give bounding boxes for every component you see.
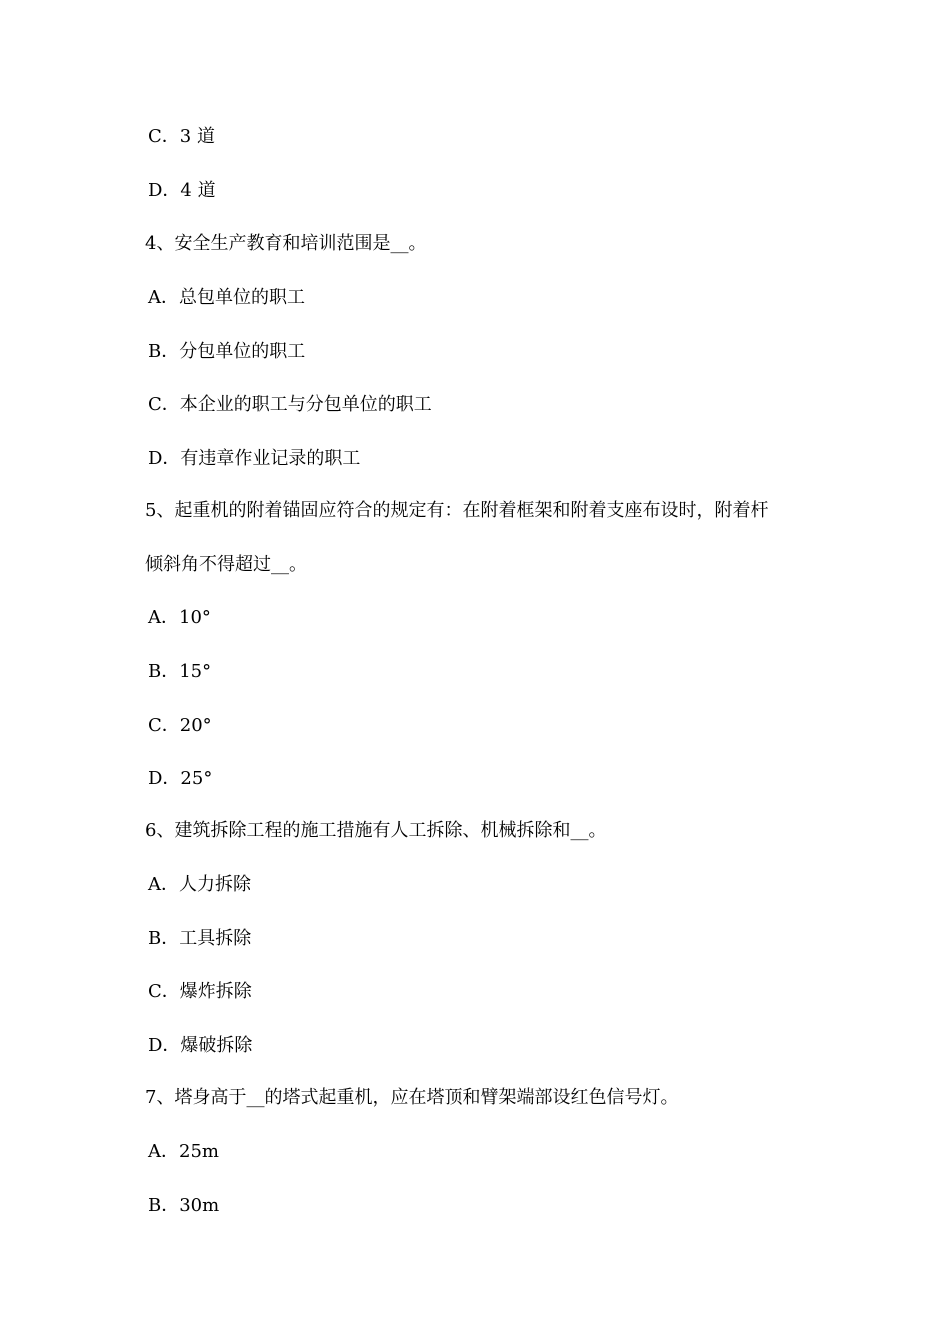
option-d-q5: D．25° xyxy=(148,768,213,789)
option-a-q4: A．总包单位的职工 xyxy=(148,287,305,308)
option-b-q4: B．分包单位的职工 xyxy=(148,341,306,362)
option-c-q6: C．爆炸拆除 xyxy=(148,981,252,1002)
option-c-q3: C．3 道 xyxy=(148,126,215,147)
option-b-q6: B．工具拆除 xyxy=(148,928,252,949)
option-a-q6: A．人力拆除 xyxy=(148,874,251,895)
option-d-q6: D．爆破拆除 xyxy=(148,1035,253,1056)
option-d-q3: D．4 道 xyxy=(148,180,216,201)
option-d-q4: D．有违章作业记录的职工 xyxy=(148,448,361,469)
option-a-q5: A．10° xyxy=(148,607,211,628)
question-4: 4、安全生产教育和培训范围是__。 xyxy=(145,233,427,254)
question-6: 6、建筑拆除工程的施工措施有人工拆除、机械拆除和__。 xyxy=(145,820,607,841)
option-b-q5: B．15° xyxy=(148,661,212,682)
option-b-q7: B．30m xyxy=(148,1195,220,1216)
question-5-line-1: 5、起重机的附着锚固应符合的规定有：在附着框架和附着支座布设时，附着杆 xyxy=(145,500,769,521)
option-c-q5: C．20° xyxy=(148,715,212,736)
option-a-q7: A．25m xyxy=(148,1141,219,1162)
question-5-line-2: 倾斜角不得超过__。 xyxy=(145,554,307,575)
option-c-q4: C．本企业的职工与分包单位的职工 xyxy=(148,394,432,415)
question-7: 7、塔身高于__的塔式起重机，应在塔顶和臂架端部设红色信号灯。 xyxy=(145,1087,679,1108)
